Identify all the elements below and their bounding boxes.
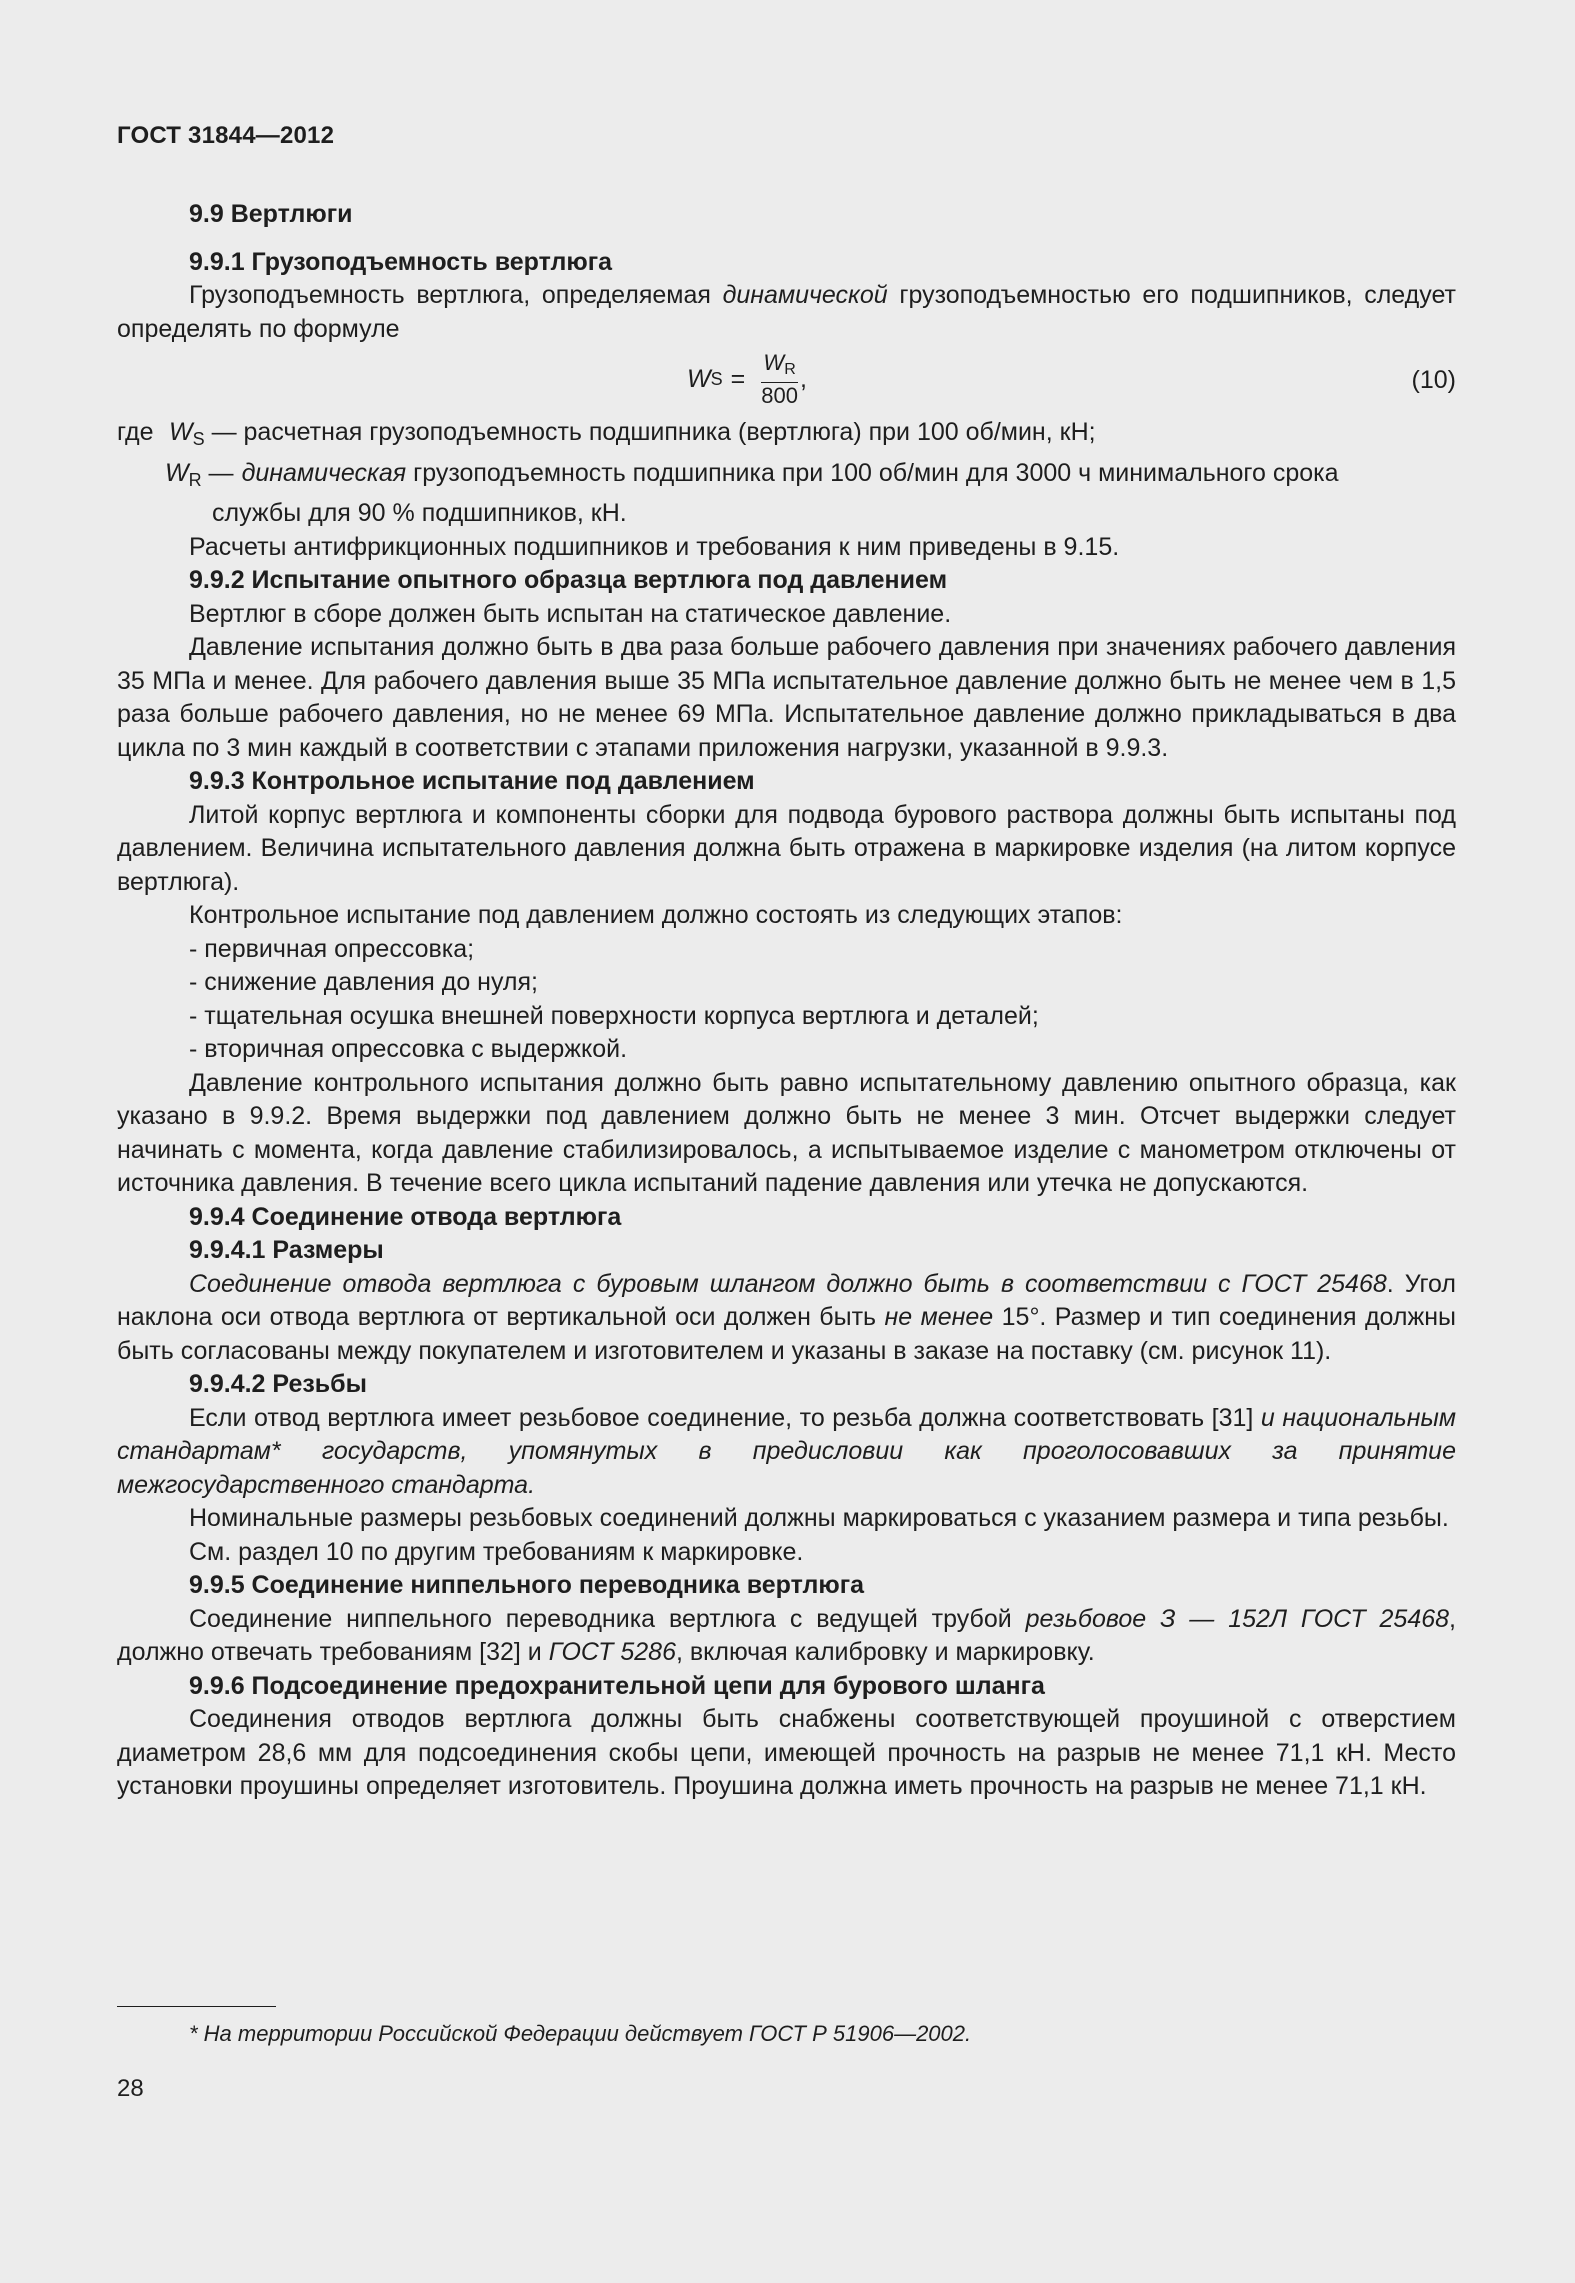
section-heading-9-9-4: 9.9.4 Соединение отвода вертлюга [189, 1202, 622, 1231]
document-body [117, 198, 1456, 1804]
section-heading-9-9-3: 9.9.3 Контрольное испытание под давлением [189, 767, 755, 795]
page-number: 28 [117, 2075, 144, 2102]
paragraph: См. раздел 10 по другим требованиям к маркировке. [189, 1537, 804, 1566]
list-item: - тщательная осушка внешней поверхности корпуса вертлюга и деталей; [189, 1001, 1039, 1030]
section-heading-9-9-6: 9.9.6 Подсоединение предохранительной цепи для бурового шланга [189, 1671, 1045, 1700]
paragraph: Соединение отвода вертлюга с буровым шлангом должно быть в соответствии с ГОСТ 25468. Угол наклона оси отвода вертлюга от вертикальной оси должен быть не менее 15°. Размер и тип соединения должны быть согласованы между покупателем и изготовителем и указаны в заказе на поставку (см. рисунок 11). [117, 1269, 1456, 1365]
paragraph: Литой корпус вертлюга и компоненты сборки для подвода бурового раствора должны быть испытаны под давлением. Величина испытательного давления должна быть отражена в маркировке изделия (на литом корпусе вертлюга). [117, 800, 1456, 896]
paragraph: Если отвод вертлюга имеет резьбовое соединение, то резьба должна соответствовать [31] и национальным стандартам* государств, упомянутых в предисловии как проголосовавших за принятие межгосударственного стандарта. [117, 1403, 1456, 1499]
definition-continuation: службы для 90 % подшипников, кН. [212, 499, 627, 527]
paragraph: Номинальные размеры резьбовых соединений должны маркироваться с указанием размера и типа резьбы. [189, 1504, 1449, 1532]
list-item: - первичная опрессовка; [189, 934, 475, 963]
paragraph: Давление контрольного испытания должно быть равно испытательному давлению опытного образца, как указано в 9.9.2. Время выдержки под давлением должно быть не менее 3 мин. Отсчет выдержки следует начинать с момента, когда давление стабилизировалось, а испытываемое изделие с манометром отключены от источника давления. В течение всего цикла испытаний падение давления или утечка не допускаются. [117, 1068, 1456, 1197]
paragraph: Соединение ниппельного переводника вертлюга с ведущей трубой резьбовое З — 152Л ГОСТ 25468, должно отвечать требованиям [32] и ГОСТ 5286, включая калибровку и маркировку. [117, 1604, 1456, 1666]
section-heading-9-9: 9.9 Вертлюги [189, 200, 353, 228]
formula-10 [117, 350, 1456, 416]
list-item: - снижение давления до нуля; [189, 968, 538, 996]
formula-expression: W S = $\frac{W_R}{800}$ , [687, 350, 807, 408]
formula-fraction: $\frac{W_R}{800}$ [761, 350, 798, 408]
paragraph: Вертлюг в сборе должен быть испытан на статическое давление. [189, 599, 952, 628]
section-heading-9-9-2: 9.9.2 Испытание опытного образца вертлюга под давлением [189, 566, 948, 594]
document-header: ГОСТ 31844—2012 [117, 122, 335, 149]
definition-row: где $W_S$ — расчетная грузоподъемность подшипника (вертлюга) при 100 об/мин, кН; [117, 418, 1096, 449]
section-heading-9-9-4-2: 9.9.4.2 Резьбы [189, 1370, 367, 1398]
formula-number: (10) [1411, 366, 1456, 394]
section-heading-9-9-1: 9.9.1 Грузоподъемность вертлюга [189, 247, 613, 276]
section-heading-9-9-4-1: 9.9.4.1 Размеры [189, 1236, 384, 1264]
paragraph: Давление испытания должно быть в два раза больше рабочего давления при значениях рабочего давления 35 МПа и менее. Для рабочего давления выше 35 МПа испытательное давление должно быть не менее чем в 1,5 раза больше рабочего давления, но не менее 69 МПа. Испытательное давление должно прикладываться в два цикла по 3 мин каждый в соответствии с этапами приложения нагрузки, указанной в 9.9.3. [117, 633, 1456, 762]
section-heading-9-9-5: 9.9.5 Соединение ниппельного переводника вертлюга [189, 1571, 865, 1599]
footnote-divider [117, 2006, 276, 2007]
paragraph: Расчеты антифрикционных подшипников и требования к ним приведены в 9.15. [189, 532, 1120, 561]
definition-row: $W_R$ — динамическая грузоподъемность подшипника при 100 об/мин для 3000 ч минимального срока [165, 458, 1339, 490]
paragraph: Контрольное испытание под давлением должно состоять из следующих этапов: [189, 901, 1123, 929]
footnote: * На территории Российской Федерации действует ГОСТ Р 51906—2002. [189, 2021, 972, 2046]
paragraph: Грузоподъемность вертлюга, определяемая динамической грузоподъемностью его подшипников, следует определять по формуле [117, 281, 1456, 343]
paragraph: Соединения отводов вертлюга должны быть снабжены соответствующей проушиной с отверстием диаметром 28,6 мм для подсоединения скобы цепи, имеющей прочность на разрыв не менее 71,1 кН. Место установки проушины определяет изготовитель. Проушина должна иметь прочность на разрыв не менее 71,1 кН. [117, 1705, 1456, 1800]
list-item: - вторичная опрессовка с выдержкой. [189, 1035, 628, 1063]
